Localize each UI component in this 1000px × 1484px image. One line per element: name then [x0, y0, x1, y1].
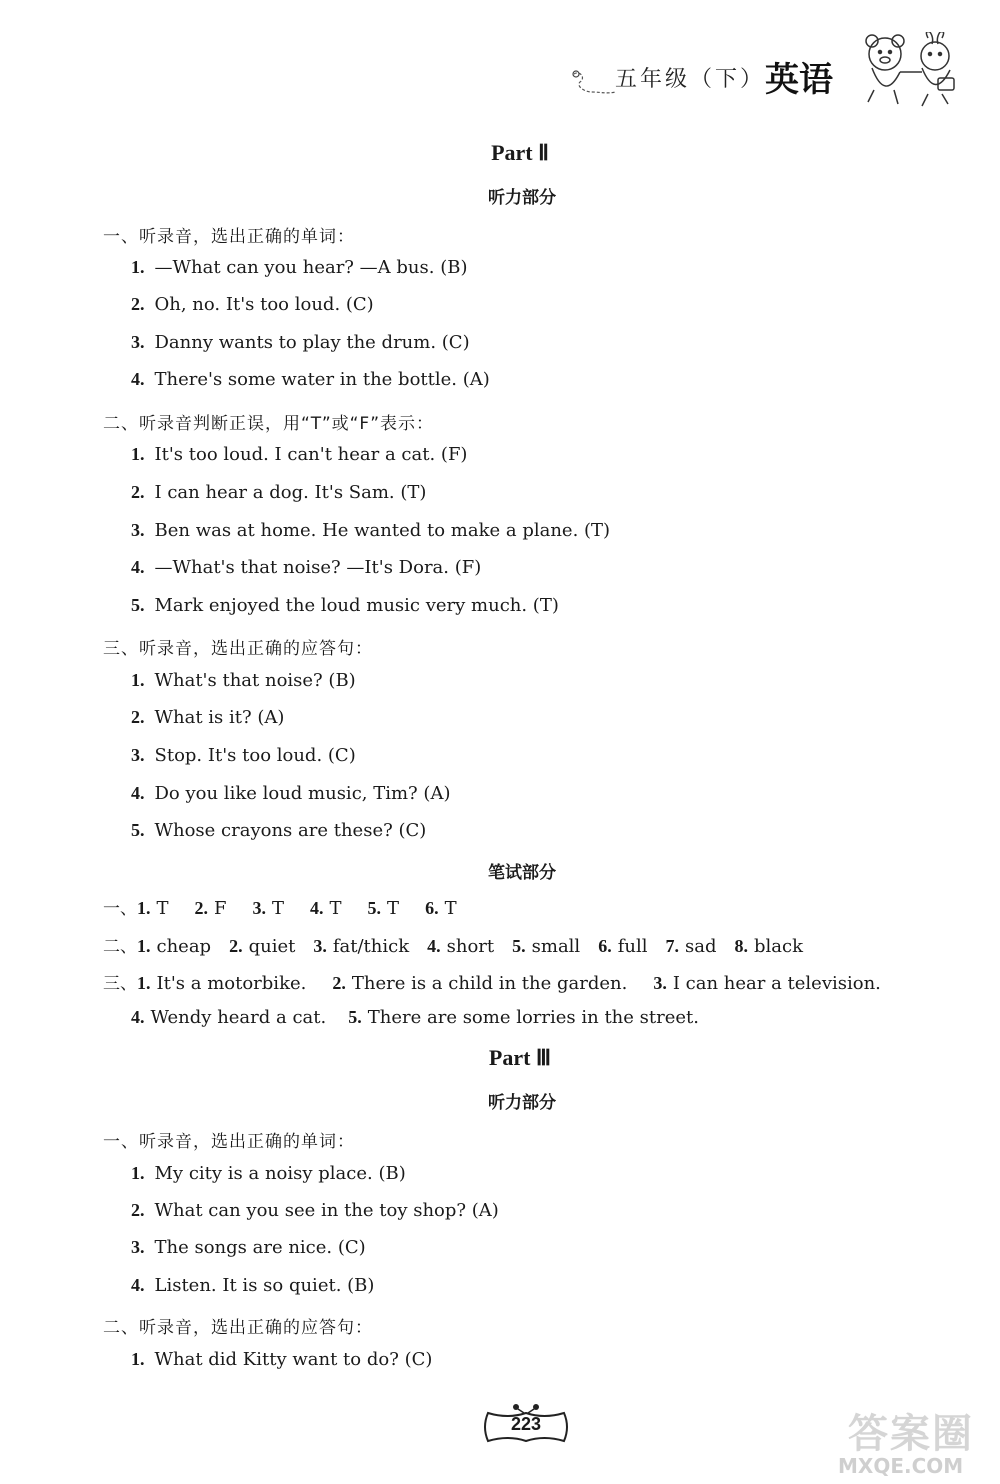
list-item: 3. The songs are nice. (C)	[131, 1237, 366, 1258]
list-item: 1. What did Kitty want to do? (C)	[131, 1349, 433, 1370]
list-item: 4. Do you like loud music, Tim? (A)	[131, 783, 451, 804]
part-2-q2-heading: 二、听录音判断正误，用“T”或“F”表示：	[103, 414, 435, 434]
part-3-q1-heading: 一、听录音，选出正确的单词：	[103, 1132, 355, 1152]
written-answers-row-3: 三、1. It's a motorbike. 2. There is a child in the garden. 3. I can hear a television.	[103, 973, 881, 994]
part-2-written-title: 笔试部分	[488, 863, 556, 883]
part-2-listening-title: 听力部分	[488, 188, 556, 208]
list-item: 4. Listen. It is so quiet. (B)	[131, 1275, 375, 1296]
list-item: 5. Mark enjoyed the loud music very much. (T)	[131, 595, 559, 616]
part-2-q1-heading: 一、听录音，选出正确的单词：	[103, 227, 355, 247]
list-item: 3. Danny wants to play the drum. (C)	[131, 332, 470, 353]
list-item: 2. I can hear a dog. It's Sam. (T)	[131, 482, 427, 503]
written-answers-row-2: 二、1. cheap 2. quiet 3. fat/thick 4. short 5. small 6. full 7. sad 8. black	[103, 936, 803, 957]
vine-decoration-icon	[570, 68, 620, 108]
list-item: 2. What is it? (A)	[131, 707, 285, 728]
part-3-listening-title: 听力部分	[488, 1093, 556, 1113]
list-item: 1. What's that noise? (B)	[131, 670, 356, 691]
list-item: 1. It's too loud. I can't hear a cat. (F)	[131, 444, 468, 465]
written-answers-row-1: 一、1. T 2. F 3. T 4. T 5. T 6. T	[103, 898, 457, 919]
cartoon-bears-icon	[850, 32, 970, 112]
part-3-title: Part Ⅲ	[488, 1045, 552, 1070]
list-item: 5. Whose crayons are these? (C)	[131, 820, 427, 841]
list-item: 2. Oh, no. It's too loud. (C)	[131, 294, 374, 315]
list-item: 3. Ben was at home. He wanted to make a plane. (T)	[131, 520, 611, 541]
page-header	[560, 40, 980, 120]
list-item: 1. My city is a noisy place. (B)	[131, 1163, 406, 1184]
watermark-url: MXQE.COM	[838, 1454, 964, 1478]
list-item: 1. —What can you hear? —A bus. (B)	[131, 257, 468, 278]
list-item: 4. —What's that noise? —It's Dora. (F)	[131, 557, 482, 578]
watermark	[838, 1402, 996, 1480]
part-3-q2-heading: 二、听录音，选出正确的应答句：	[103, 1318, 373, 1338]
list-item: 2. What can you see in the toy shop? (A)	[131, 1200, 499, 1221]
watermark-text: 答案圈	[848, 1411, 974, 1457]
part-2-q3-heading: 三、听录音，选出正确的应答句：	[103, 639, 373, 659]
written-answers-row-4: 4. Wendy heard a cat. 5. There are some lorries in the street.	[131, 1007, 699, 1028]
page-number-badge	[478, 1397, 574, 1457]
list-item: 3. Stop. It's too loud. (C)	[131, 745, 356, 766]
list-item: 4. There's some water in the bottle. (A)	[131, 369, 490, 390]
page-number: 223	[510, 1414, 542, 1434]
part-2-title: Part Ⅱ	[491, 140, 549, 165]
grade-label: 五年级（下）	[615, 67, 766, 92]
subject-label: 英语	[765, 60, 833, 100]
